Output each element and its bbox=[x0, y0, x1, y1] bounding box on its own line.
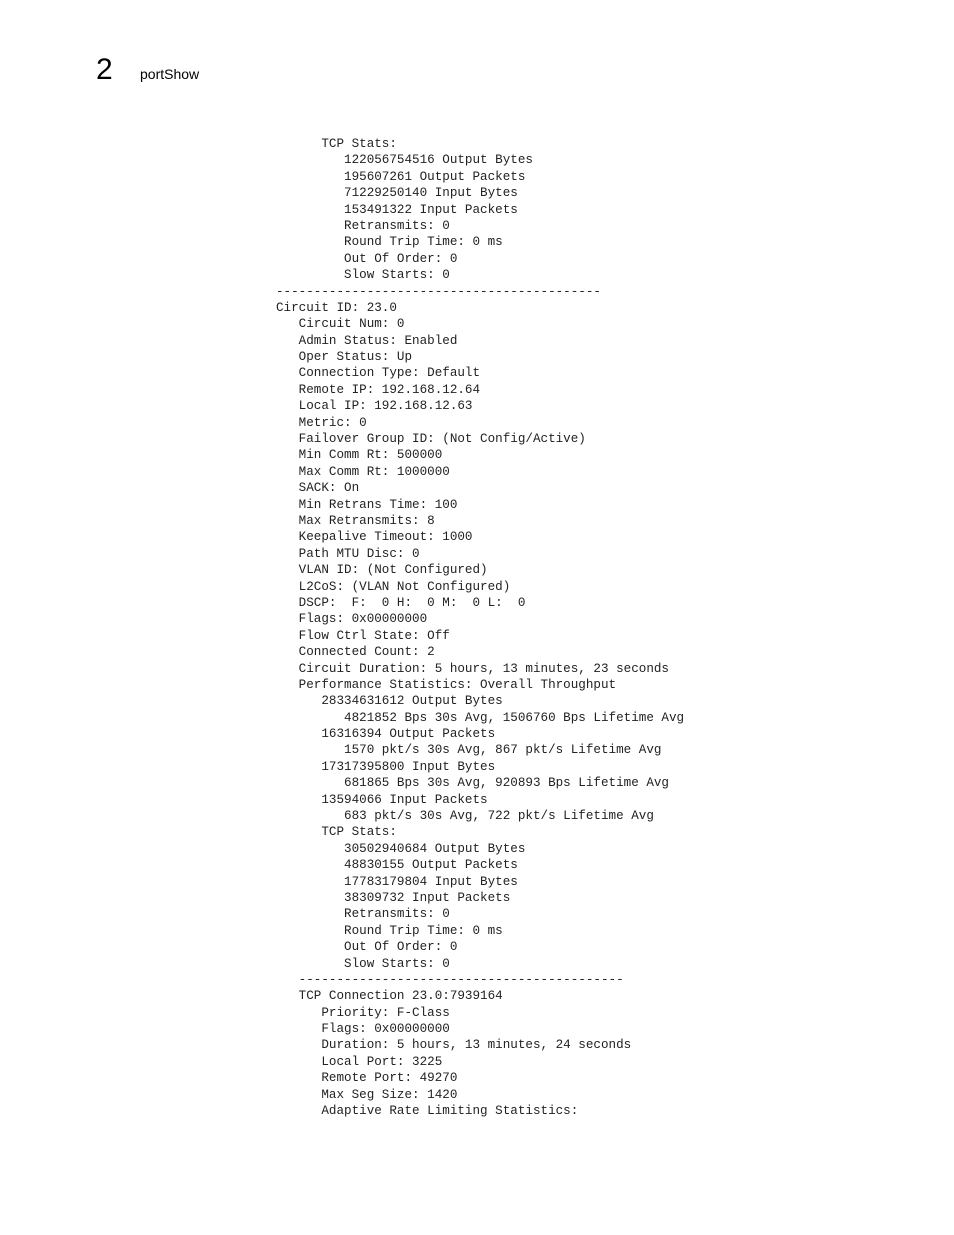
code-line: Connected Count: 2 bbox=[298, 645, 435, 660]
code-line: Round Trip Time: 0 ms bbox=[344, 235, 503, 250]
code-line: 38309732 Input Packets bbox=[344, 890, 511, 905]
code-line: Duration: 5 hours, 13 minutes, 24 seconds bbox=[321, 1038, 632, 1053]
code-line: Min Comm Rt: 500000 bbox=[298, 448, 443, 463]
code-line: Slow Starts: 0 bbox=[344, 956, 450, 971]
code-line: 17317395800 Input Bytes bbox=[321, 759, 496, 774]
code-line: 16316394 Output Packets bbox=[321, 727, 496, 742]
code-line: Local Port: 3225 bbox=[321, 1054, 443, 1069]
code-line: Slow Starts: 0 bbox=[344, 268, 450, 283]
code-line: Flow Ctrl State: Off bbox=[298, 628, 450, 643]
code-line: 1570 pkt/s 30s Avg, 867 pkt/s Lifetime Avg bbox=[344, 743, 662, 758]
code-line: TCP Connection 23.0:7939164 bbox=[298, 989, 503, 1004]
code-line: DSCP: F: 0 H: 0 M: 0 L: 0 bbox=[298, 595, 526, 610]
code-line: Adaptive Rate Limiting Statistics: bbox=[321, 1104, 579, 1119]
code-line: 28334631612 Output Bytes bbox=[321, 694, 503, 709]
code-line: Round Trip Time: 0 ms bbox=[344, 923, 503, 938]
code-line: Max Seg Size: 1420 bbox=[321, 1087, 458, 1102]
code-line: Remote IP: 192.168.12.64 bbox=[298, 382, 481, 397]
code-line: 683 pkt/s 30s Avg, 722 pkt/s Lifetime Avg bbox=[344, 809, 654, 824]
code-line: Local IP: 192.168.12.63 bbox=[298, 399, 473, 414]
code-line: Connection Type: Default bbox=[298, 366, 481, 381]
code-line: Admin Status: Enabled bbox=[298, 333, 458, 348]
code-line: 122056754516 Output Bytes bbox=[344, 153, 533, 168]
code-line: Remote Port: 49270 bbox=[321, 1071, 458, 1086]
code-line: 13594066 Input Packets bbox=[321, 792, 488, 807]
code-line: Flags: 0x00000000 bbox=[298, 612, 428, 627]
code-line: 71229250140 Input Bytes bbox=[344, 186, 518, 201]
code-line: Circuit ID: 23.0 bbox=[276, 300, 397, 315]
code-line: Priority: F-Class bbox=[321, 1005, 450, 1020]
command-output-code-block bbox=[276, 136, 916, 1119]
section-name: portShow bbox=[140, 66, 200, 82]
code-line: Oper Status: Up bbox=[298, 350, 413, 365]
code-line: 195607261 Output Packets bbox=[344, 169, 526, 184]
code-line: Path MTU Disc: 0 bbox=[298, 546, 420, 561]
code-line: Out Of Order: 0 bbox=[344, 251, 458, 266]
code-line: Circuit Duration: 5 hours, 13 minutes, 23 seconds bbox=[298, 661, 669, 676]
code-line: VLAN ID: (Not Configured) bbox=[298, 563, 488, 578]
code-line: Flags: 0x00000000 bbox=[321, 1022, 450, 1037]
code-line: Retransmits: 0 bbox=[344, 218, 450, 233]
code-line: 17783179804 Input Bytes bbox=[344, 874, 518, 889]
code-line: ------------------------------------------- bbox=[276, 284, 601, 299]
code-line: 4821852 Bps 30s Avg, 1506760 Bps Lifetime Avg bbox=[344, 710, 685, 725]
code-line: 681865 Bps 30s Avg, 920893 Bps Lifetime Avg bbox=[344, 776, 669, 791]
code-line: Retransmits: 0 bbox=[344, 907, 450, 922]
code-line: Min Retrans Time: 100 bbox=[298, 497, 458, 512]
code-line: SACK: On bbox=[298, 481, 360, 496]
code-line: 153491322 Input Packets bbox=[344, 202, 518, 217]
code-line: Failover Group ID: (Not Config/Active) bbox=[298, 432, 586, 447]
code-line: Max Comm Rt: 1000000 bbox=[298, 464, 450, 479]
code-line: ------------------------------------------- bbox=[298, 972, 624, 987]
code-line: Circuit Num: 0 bbox=[298, 317, 405, 332]
code-line: TCP Stats: bbox=[321, 137, 397, 151]
code-line: Out Of Order: 0 bbox=[344, 940, 458, 955]
chapter-number: 2 bbox=[96, 53, 113, 86]
code-line: Performance Statistics: Overall Throughput bbox=[298, 677, 617, 692]
code-line: Metric: 0 bbox=[298, 415, 367, 430]
code-line: 48830155 Output Packets bbox=[344, 858, 518, 873]
code-line: 30502940684 Output Bytes bbox=[344, 841, 526, 856]
code-line: Max Retransmits: 8 bbox=[298, 513, 435, 528]
code-line: TCP Stats: bbox=[321, 825, 397, 840]
code-line: L2CoS: (VLAN Not Configured) bbox=[298, 579, 511, 594]
code-line: Keepalive Timeout: 1000 bbox=[298, 530, 473, 545]
